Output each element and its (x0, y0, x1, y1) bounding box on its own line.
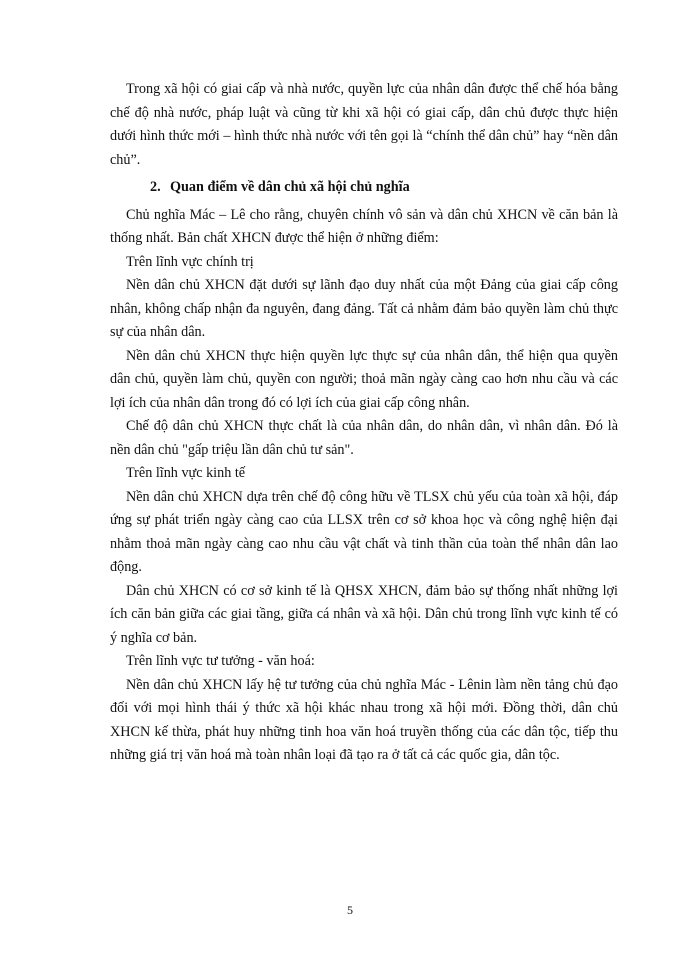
economy-label: Trên lĩnh vực kinh tế (126, 465, 246, 481)
culture-paragraph-1: Nền dân chủ XHCN lấy hệ tư tưởng của chủ nghĩa Mác - Lênin làm nền tảng chủ đạo đối với mọi hình thái ý thức xã hội khác nhau trong xã hội mới. Đồng thời, dân chủ XHCN kế thừa, phát huy những tinh hoa văn hoá truyền thống của các dân tộc, tiếp thu những giá trị văn hoá mà toàn nhân loại đã tạo ra ở tất cả các quốc gia, dân tộc. (110, 676, 618, 763)
document-body (110, 78, 618, 768)
politics-label: Trên lĩnh vực chính trị (126, 253, 254, 270)
politics-paragraph-1: Nền dân chủ XHCN đặt dưới sự lãnh đạo duy nhất của một Đảng của giai cấp công nhân, không chấp nhận đa nguyên, đang đảng. Tất cả nhằm đảm bảo quyền làm chủ thực sự của nhân dân. (110, 277, 618, 340)
culture-label: Trên lĩnh vực tư tưởng - văn hoá: (126, 653, 315, 669)
section-number: 2. (150, 179, 161, 195)
politics-paragraph-2: Nền dân chủ XHCN thực hiện quyền lực thực sự của nhân dân, thể hiện qua quyền dân chủ, quyền làm chủ, quyền con người; thoả mãn ngày càng cao hơn nhu cầu và các lợi ích của nhân dân trong đó có lợi ích của giai cấp công nhân. (110, 347, 618, 411)
page-number: 5 (347, 903, 353, 917)
section-heading (110, 176, 618, 200)
paragraph-intro: Trong xã hội có giai cấp và nhà nước, quyền lực của nhân dân được thể chế hóa bằng chế độ nhà nước, pháp luật và cũng từ khi xã hội có giai cấp, dân chủ được thực hiện dưới hình thức mới – hình thức nhà nước với tên gọi là “chính thể dân chủ” hay “nền dân chủ”. (110, 81, 618, 168)
paragraph-marx: Chủ nghĩa Mác – Lê cho rằng, chuyên chính vô sản và dân chủ XHCN về căn bản là thống nhất. Bản chất XHCN được thể hiện ở những điểm: (110, 206, 618, 246)
economy-paragraph-2: Dân chủ XHCN có cơ sở kinh tế là QHSX XHCN, đảm bảo sự thống nhất những lợi ích căn bản giữa các giai tầng, giữa cá nhân và xã hội. Dân chủ trong lĩnh vực kinh tế có ý nghĩa cơ bản. (110, 582, 618, 646)
section-title: Quan điểm về dân chủ xã hội chủ nghĩa (170, 179, 410, 195)
politics-paragraph-3: Chế độ dân chủ XHCN thực chất là của nhân dân, do nhân dân, vì nhân dân. Đó là nền dân chủ "gấp triệu lần dân chủ tư sản". (110, 418, 618, 458)
economy-paragraph-1: Nền dân chủ XHCN dựa trên chế độ công hữu về TLSX chủ yếu của toàn xã hội, đáp ứng sự phát triển ngày càng cao của LLSX trên cơ sở khoa học và công nghệ hiện đại nhằm thoả mãn ngày càng cao nhu cầu vật chất và tinh thần của toàn thể nhân dân lao động. (110, 488, 618, 575)
